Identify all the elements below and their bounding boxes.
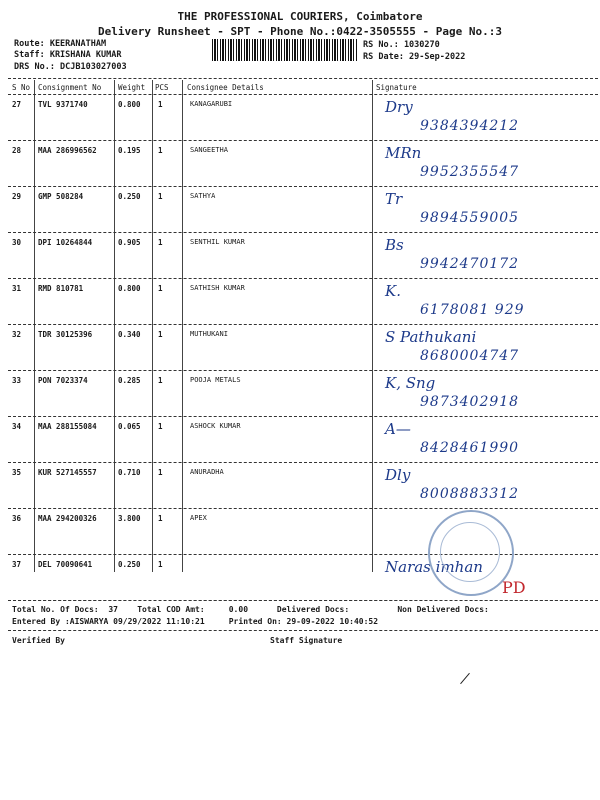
column-divider — [34, 80, 35, 572]
row-weight: 0.065 — [118, 422, 141, 431]
row-pcs: 1 — [158, 284, 163, 293]
row-pcs: 1 — [158, 238, 163, 247]
row-weight: 3.800 — [118, 514, 141, 523]
column-header-weight: Weight — [118, 83, 146, 92]
row-divider — [8, 416, 598, 417]
column-divider — [152, 80, 153, 572]
row-signature: K, Sng — [385, 374, 436, 392]
verified-by-label: Verified By — [12, 636, 65, 645]
row-weight: 0.250 — [118, 560, 141, 569]
row-weight: 0.710 — [118, 468, 141, 477]
row-pcs: 1 — [158, 422, 163, 431]
row-consignment-no: TVL 9371740 — [38, 100, 88, 109]
row-consignment-no: GMP 508284 — [38, 192, 84, 201]
row-phone: 9384394212 — [420, 118, 520, 134]
row-consignee: SATHYA — [190, 192, 216, 200]
row-consignee: SATHISH KUMAR — [190, 284, 245, 292]
row-weight: 0.800 — [118, 284, 141, 293]
row-weight: 0.250 — [118, 192, 141, 201]
row-pcs: 1 — [158, 100, 163, 109]
row-phone: 9873402918 — [420, 394, 520, 410]
entered-line: Entered By :AISWARYA 09/29/2022 11:10:21 Printed On: 29-09-2022 10:40:52 — [12, 617, 379, 626]
column-header-pcs: PCS — [155, 83, 169, 92]
row-consignment-no: KUR 527145557 — [38, 468, 97, 477]
row-sno: 28 — [12, 146, 22, 155]
row-sno: 36 — [12, 514, 22, 523]
row-weight: 0.285 — [118, 376, 141, 385]
barcode — [212, 39, 358, 61]
staff-signature-label: Staff Signature — [270, 636, 343, 645]
footer-rule-2 — [8, 630, 598, 631]
totals-line: Total No. Of Docs: 37 Total COD Amt: 0.00 Delivered Docs: Non Delivered Docs: — [12, 605, 489, 614]
column-header-sno: S No — [12, 83, 31, 92]
row-sno: 32 — [12, 330, 22, 339]
row-weight: 0.340 — [118, 330, 141, 339]
row-pcs: 1 — [158, 560, 163, 569]
row-phone: 9894559005 — [420, 210, 520, 226]
row-consignment-no: DEL 70090641 — [38, 560, 93, 569]
row-weight: 0.800 — [118, 100, 141, 109]
row-pcs: 1 — [158, 376, 163, 385]
delivery-stamp-inner — [440, 522, 500, 582]
row-weight: 0.905 — [118, 238, 141, 247]
rs-date: RS Date: 29-Sep-2022 — [363, 52, 466, 62]
row-consignee: APEX — [190, 514, 207, 522]
drs-label: DRS No.: DCJB103027003 — [14, 62, 127, 72]
column-divider — [372, 80, 373, 572]
row-sno: 31 — [12, 284, 22, 293]
row-consignment-no: DPI 10264844 — [38, 238, 93, 247]
column-header-consignee: Consignee Details — [187, 83, 264, 92]
table-top-rule — [8, 78, 598, 79]
row-consignee: ANURADHA — [190, 468, 224, 476]
row-sno: 30 — [12, 238, 22, 247]
row-divider — [8, 140, 598, 141]
row-phone: 8008883312 — [420, 486, 520, 502]
row-phone: 9952355547 — [420, 164, 520, 180]
column-divider — [114, 80, 115, 572]
row-divider — [8, 508, 598, 509]
row-consignee: POOJA METALS — [190, 376, 241, 384]
row-weight: 0.195 — [118, 146, 141, 155]
row-phone: 9942470172 — [420, 256, 520, 272]
document-title: THE PROFESSIONAL COURIERS, Coimbatore — [177, 10, 423, 23]
row-phone: 8428461990 — [420, 440, 520, 456]
row-sno: 35 — [12, 468, 22, 477]
row-signature: MRn — [385, 144, 422, 162]
row-sno: 27 — [12, 100, 22, 109]
row-sno: 34 — [12, 422, 22, 431]
row-consignee: ASHOCK KUMAR — [190, 422, 241, 430]
row-sno: 33 — [12, 376, 22, 385]
staff-label: Staff: KRISHANA KUMAR — [14, 50, 122, 60]
row-pcs: 1 — [158, 192, 163, 201]
row-divider — [8, 278, 598, 279]
document-subtitle: Delivery Runsheet - SPT - Phone No.:0422-3505555 - Page No.:3 — [98, 25, 502, 38]
row-divider — [8, 324, 598, 325]
row-consignee: SANGEETHA — [190, 146, 228, 154]
row-consignment-no: MAA 294200326 — [38, 514, 97, 523]
row-consignee: KANAGARUBI — [190, 100, 233, 108]
row-signature: Tr — [385, 190, 403, 208]
row-signature: Dly — [385, 466, 411, 484]
route-label: Route: KEERANATHAM — [14, 39, 107, 49]
header-rule — [8, 94, 598, 95]
rs-number: RS No.: 1030270 — [363, 40, 440, 50]
row-divider — [8, 370, 598, 371]
row-consignment-no: MAA 286996562 — [38, 146, 97, 155]
handwritten-note: PD — [502, 578, 526, 597]
row-sno: 37 — [12, 560, 22, 569]
row-pcs: 1 — [158, 330, 163, 339]
row-consignee: MUTHUKANI — [190, 330, 228, 338]
row-signature: K. — [385, 282, 401, 300]
row-consignment-no: MAA 288155084 — [38, 422, 97, 431]
row-pcs: 1 — [158, 146, 163, 155]
row-signature: Dry — [385, 98, 413, 116]
row-phone: 8680004747 — [420, 348, 520, 364]
row-consignment-no: PON 7023374 — [38, 376, 88, 385]
pen-mark — [460, 673, 470, 684]
footer-rule — [8, 600, 598, 601]
row-divider — [8, 186, 598, 187]
row-consignment-no: TDR 30125396 — [38, 330, 93, 339]
row-divider — [8, 232, 598, 233]
column-header-signature: Signature — [376, 83, 417, 92]
row-pcs: 1 — [158, 468, 163, 477]
row-signature: Naras imhan — [385, 558, 483, 576]
row-pcs: 1 — [158, 514, 163, 523]
row-divider — [8, 462, 598, 463]
row-consignee: SENTHIL KUMAR — [190, 238, 245, 246]
column-divider — [182, 80, 183, 572]
row-signature: S Pathukani — [385, 328, 477, 346]
row-sno: 29 — [12, 192, 22, 201]
row-phone: 6178081 929 — [420, 302, 525, 318]
column-header-consignment: Consignment No — [38, 83, 102, 92]
row-consignment-no: RMD 810781 — [38, 284, 84, 293]
row-signature: A— — [385, 420, 411, 438]
row-signature: Bs — [385, 236, 404, 254]
